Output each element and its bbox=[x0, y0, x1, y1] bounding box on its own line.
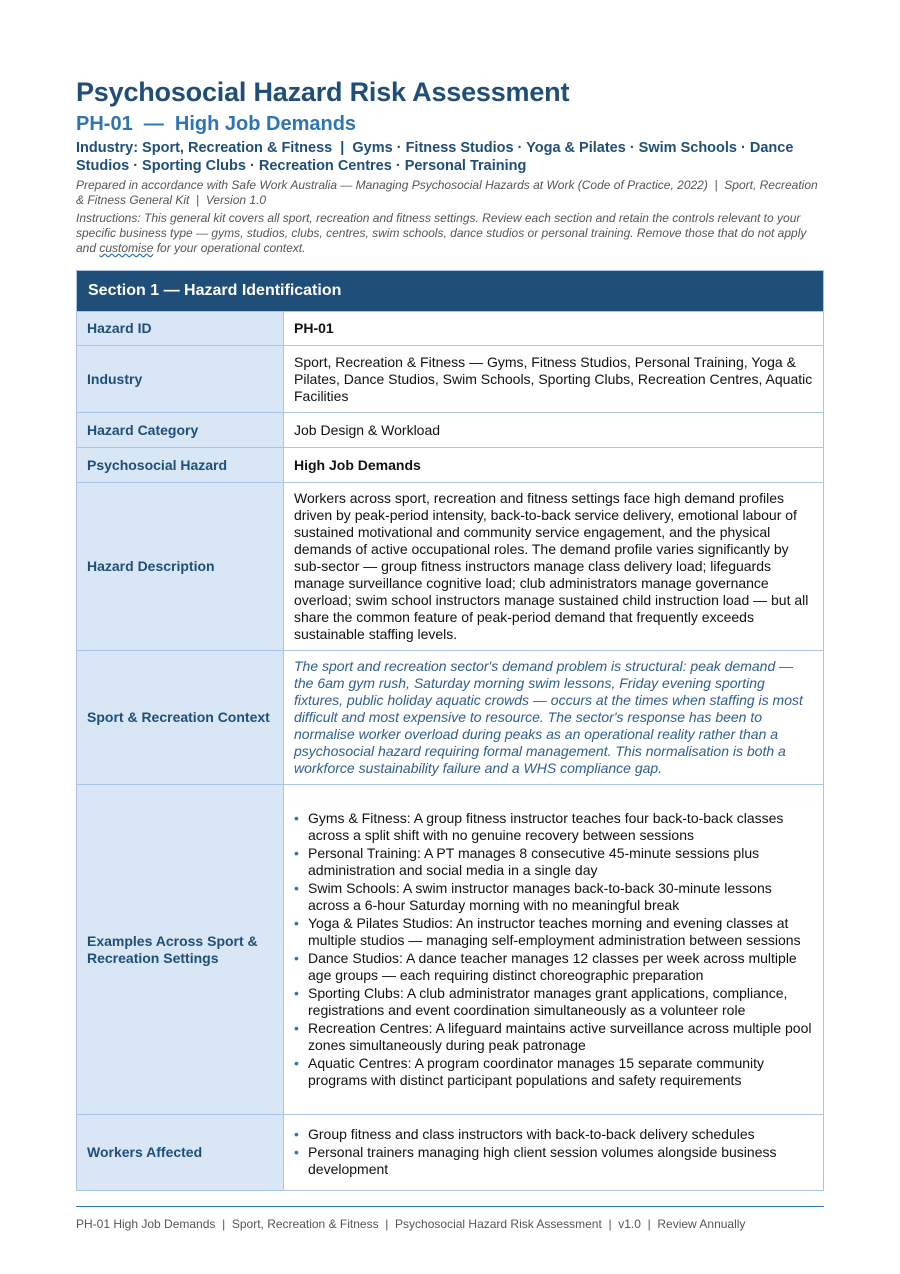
hazard-subtitle: PH-01 — High Job Demands bbox=[76, 113, 357, 135]
row-label: Hazard Description bbox=[77, 483, 284, 650]
row-value bbox=[284, 1115, 823, 1190]
instructions-text-start: Instructions: This general kit covers all sport, recreation and fitness settings. Review each section and retain the controls relevant to your specific business type — gyms, studios, clubs, centres, swim schools, dance studios or personal training. Remove those that do not apply and bbox=[76, 211, 807, 255]
section-header: Section 1 — Hazard Identification bbox=[77, 271, 823, 311]
row-value bbox=[284, 785, 823, 1114]
row-label: Workers Affected bbox=[77, 1115, 284, 1190]
list-item: • Personal Training: A PT manages 8 consecutive 45-minute sessions plus administration and social media in a single day bbox=[294, 845, 813, 879]
list-item: • Gyms & Fitness: A group fitness instructor teaches four back-to-back classes across a split shift with no genuine recovery between sessions bbox=[294, 810, 813, 844]
page-title: Psychosocial Hazard Risk Assessment bbox=[76, 77, 570, 107]
row-label: Hazard ID bbox=[77, 312, 284, 345]
list-item: • Swim Schools: A swim instructor manages back-to-back 30-minute lessons across a 6-hour Saturday morning with no meaningful break bbox=[294, 880, 813, 914]
footer-divider bbox=[76, 1206, 824, 1207]
row-label: Hazard Category bbox=[77, 413, 284, 447]
table-row-context bbox=[77, 650, 823, 784]
list-item: • Personal trainers managing high client session volumes alongside business development bbox=[294, 1144, 813, 1178]
list-item: • Recreation Centres: A lifeguard maintains active surveillance across multiple pool zones simultaneously during peak patronage bbox=[294, 1020, 813, 1054]
row-label: Sport & Recreation Context bbox=[77, 651, 284, 784]
table-row-psychosocial-hazard bbox=[77, 447, 823, 482]
table-row-hazard-description bbox=[77, 482, 823, 650]
instructions-text-end: for your operational context. bbox=[153, 241, 306, 255]
list-item: • Yoga & Pilates Studios: An instructor teaches morning and evening classes at multiple studios — managing self-employment administration between sessions bbox=[294, 915, 813, 949]
table-row-industry bbox=[77, 345, 823, 412]
row-label: Industry bbox=[77, 346, 284, 412]
list-item: • Sporting Clubs: A club administrator manages grant applications, compliance, registrations and event coordination simultaneously as a volunteer role bbox=[294, 985, 813, 1019]
workers-list bbox=[294, 1126, 813, 1179]
table-row-examples bbox=[77, 784, 823, 1114]
table-row-hazard-id bbox=[77, 311, 823, 345]
row-value: Workers across sport, recreation and fitness settings face high demand profiles driven by peak-period intensity, back-to-back service delivery, emotional labour of sustained motivational and community service engagement, and the physical demands of active occupational roles. The demand profile varies significantly by sub-sector — group fitness instructors manage class delivery load; lifeguards manage surveillance cognitive load; club administrators manage governance overload; swim school instructors manage sustained child instruction load — but all share the common feature of peak-period demand that frequently exceeds sustainable staffing levels. bbox=[294, 490, 809, 642]
row-value: Job Design & Workload bbox=[294, 421, 441, 438]
industry-line: Industry: Sport, Recreation & Fitness | Gyms · Fitness Studios · Yoga & Pilates · Swim Schools · Dance Studios · Sporting Clubs · Recreation Centres · Personal Training bbox=[76, 140, 798, 174]
prepared-note: Prepared in accordance with Safe Work Australia — Managing Psychosocial Hazards at Work (Code of Practice, 2022) | Sport, Recreation & Fitness General Kit | Version 1.0 bbox=[76, 178, 822, 207]
row-label: Psychosocial Hazard bbox=[77, 448, 284, 482]
row-label: Examples Across Sport & Recreation Settings bbox=[77, 785, 284, 1114]
hazard-identification-table bbox=[76, 270, 824, 1191]
list-item: • Dance Studios: A dance teacher manages 12 classes per week across multiple age groups — each requiring distinct choreographic preparation bbox=[294, 950, 813, 984]
row-value: High Job Demands bbox=[294, 456, 421, 473]
row-value: PH-01 bbox=[294, 320, 334, 336]
table-row-hazard-category bbox=[77, 412, 823, 447]
page-footer: PH-01 High Job Demands | Sport, Recreation & Fitness | Psychosocial Hazard Risk Assessment | v1.0 | Review Annually bbox=[76, 1217, 746, 1231]
list-item: • Aquatic Centres: A program coordinator manages 15 separate community programs with distinct participant populations and safety requirements bbox=[294, 1055, 813, 1089]
instructions-note bbox=[76, 211, 824, 256]
list-item: • Group fitness and class instructors with back-to-back delivery schedules bbox=[294, 1126, 813, 1143]
examples-list bbox=[294, 810, 813, 1090]
instructions-customise: customise bbox=[99, 241, 154, 255]
row-value: The sport and recreation sector's demand problem is structural: peak demand — the 6am gym rush, Saturday morning swim lessons, Friday evening sporting fixtures, public holiday aquatic crowds — occurs at the times when staffing is most difficult and most expensive to resource. The sector's response has been to normalise worker overload during peaks as an operational reality rather than a psychosocial hazard requiring formal management. This normalisation is both a workforce sustainability failure and a WHS compliance gap. bbox=[294, 658, 803, 776]
row-value: Sport, Recreation & Fitness — Gyms, Fitness Studios, Personal Training, Yoga & Pilates, Dance Studios, Swim Schools, Sporting Clubs, Recreation Centres, Aquatic Facilities bbox=[294, 353, 813, 404]
table-row-workers-affected bbox=[77, 1114, 823, 1190]
